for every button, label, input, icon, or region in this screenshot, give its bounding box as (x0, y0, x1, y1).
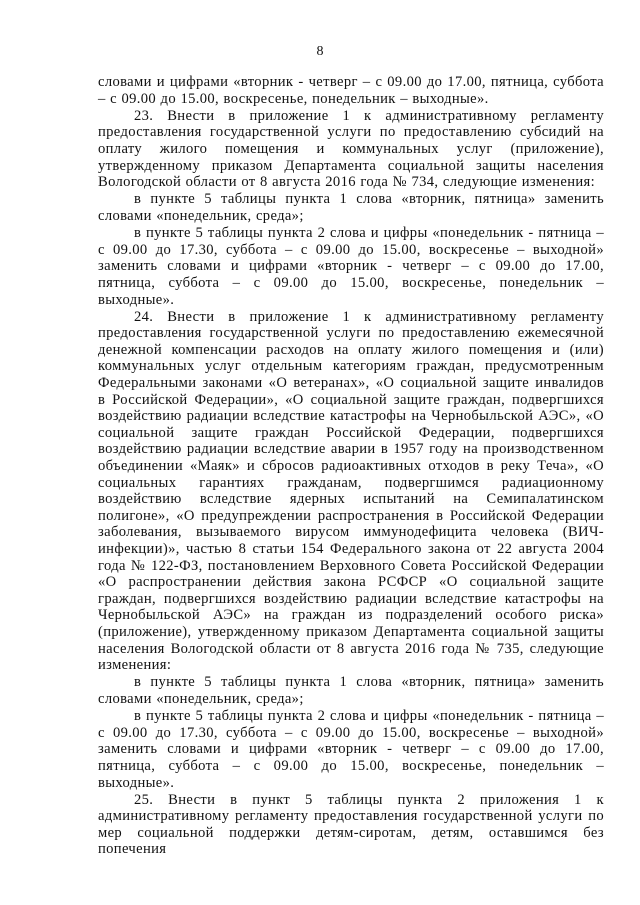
paragraph-item-24: 24. Внести в приложение 1 к административному регламенту предоставления государственной услуги по предоставлению ежемесячной денежной компенсации расходов на оплату жилого помещения и (или) коммунальных услуг отдельным категориям граждан, предусмотренным Федеральными законами «О ветеранах», «О социальной защите инвалидов в Российской Федерации», «О социальной защите граждан, подвергшихся воздействию радиации вследствие катастрофы на Чернобыльской АЭС», «О социальной защите граждан Российской Федерации, подвергшихся воздействию радиации вследствие аварии в 1957 году на производственном объединении «Маяк» и сбросов радиоактивных отходов в реку Теча», «О социальных гарантиях гражданам, подвергшимся радиационному воздействию вследствие ядерных испытаний на Семипалатинском полигоне», «О предупреждении распространения в Российской Федерации заболевания, вызываемого вирусом иммунодефицита человека (ВИЧ-инфекции)», частью 8 статьи 154 Федерального закона от 22 августа 2004 года № 122-ФЗ, постановлением Верховного Совета Российской Федерации «О распространении действия закона РСФСР «О социальной защите граждан, подвергшихся воздействию радиации вследствие катастрофы на Чернобыльской АЭС» на граждан из подразделений особого риска» (приложение), утвержденному приказом Департамента социальной защиты населения Вологодской области от 8 августа 2016 года № 735, следующие изменения: (98, 308, 604, 674)
paragraph-item-23: 23. Внести в приложение 1 к административному регламенту предоставления государственной услуги по предоставлению субсидий на оплату жилого помещения и коммунальных услуг (приложение), утвержденному приказом Департамента социальной защиты населения Вологодской области от 8 августа 2016 года № 734, следующие изменения: (98, 107, 604, 191)
paragraph-item-23-sub-2: в пункте 5 таблицы пункта 2 слова и цифры «понедельник - пятница – с 09.00 до 17.30, суббота – с 09.00 до 15.00, воскресенье – выходной» заменить словами и цифрами «вторник - четверг – с 09.00 до 17.00, пятница, суббота – с 09.00 до 15.00, воскресенье, понедельник – выходные». (98, 225, 604, 308)
page-number: 8 (316, 44, 324, 59)
paragraph-continuation: словами и цифрами «вторник - четверг – с 09.00 до 17.00, пятница, суббота – с 09.00 до 15.00, воскресенье, понедельник – выходные». (98, 74, 604, 107)
paragraph-item-23-sub-1: в пункте 5 таблицы пункта 1 слова «вторник, пятница» заменить словами «понедельник, среда»; (98, 191, 604, 224)
paragraph-item-24-sub-1: в пункте 5 таблицы пункта 1 слова «вторник, пятница» заменить словами «понедельник, среда»; (98, 674, 604, 707)
paragraph-item-24-sub-2: в пункте 5 таблицы пункта 2 слова и цифры «понедельник - пятница – с 09.00 до 17.30, суббота – с 09.00 до 15.00, воскресенье – выходной» заменить словами и цифрами «вторник - четверг – с 09.00 до 17.00, пятница, суббота – с 09.00 до 15.00, воскресенье, понедельник – выходные». (98, 708, 604, 791)
document-body (98, 74, 604, 858)
paragraph-item-25: 25. Внести в пункт 5 таблицы пункта 2 приложения 1 к административному регламенту предоставления государственной услуги по мер социальной поддержки детям-сиротам, детям, оставшимся без попечения (98, 791, 604, 858)
